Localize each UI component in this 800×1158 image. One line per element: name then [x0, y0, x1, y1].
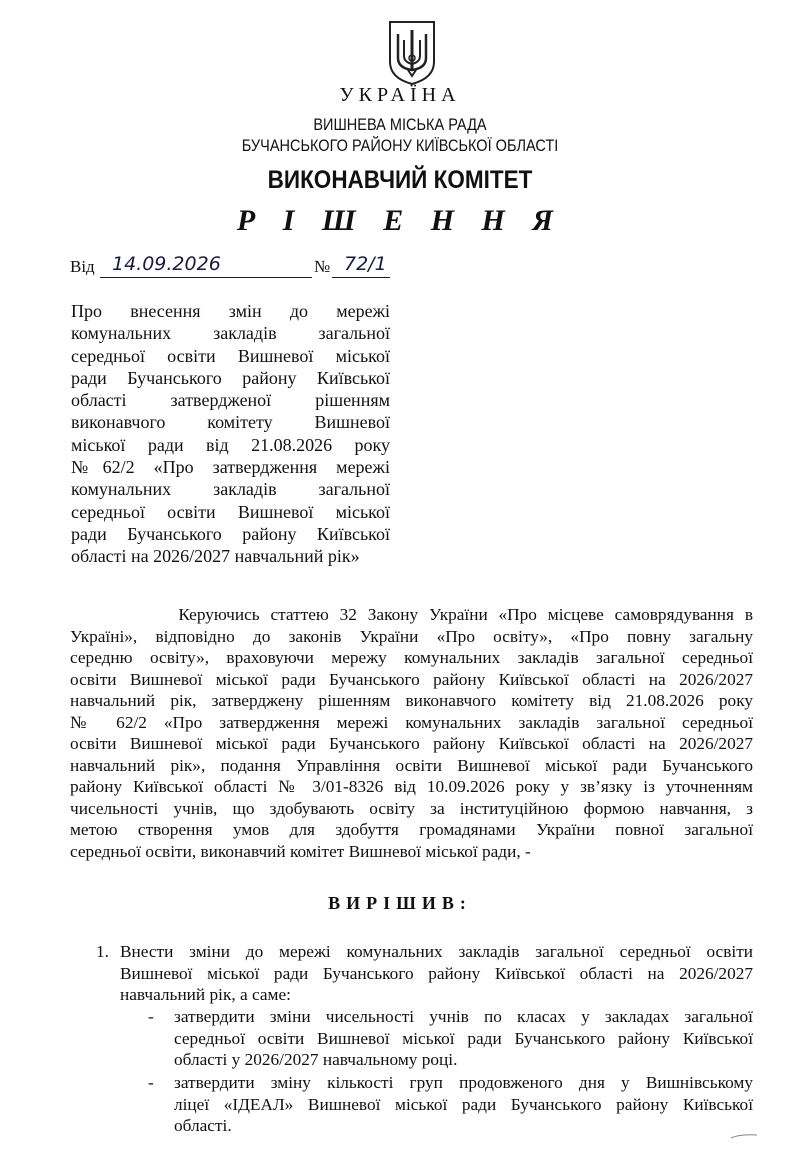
subject-line: №62/2 «Про затвердження мережі: [71, 457, 390, 478]
handwritten-number: 72/1: [344, 253, 387, 275]
council-name-line-1: ВИШНЕВА МІСЬКА РАДА: [313, 116, 487, 134]
trident-coat-of-arms-icon: [384, 18, 440, 86]
date-number-line: [70, 253, 390, 283]
subject-line: комунальних закладів загальної: [71, 479, 390, 500]
number-label: №: [314, 257, 331, 276]
preamble-line: Україні», відповідно до законів України «Про освіту», «Про повну загальну: [70, 626, 753, 646]
subject-line: області на 2026/2027 навчальний рік»: [71, 546, 360, 567]
item-line: навчальний рік, а саме:: [120, 985, 291, 1004]
preamble-line: навчальний рік», подання Управління освіти Вишневої міської ради Бучанського: [70, 755, 753, 775]
bullet-dash: -: [148, 1007, 154, 1026]
bullet-line: ліцеї «ІДЕАЛ» Вишневої міської ради Бучанського району Київської: [174, 1094, 753, 1114]
bullet-line: області.: [174, 1116, 232, 1135]
bullet-dash: -: [148, 1073, 154, 1092]
subject-line: ради Бучанського району Київської: [71, 523, 390, 544]
preamble-line: району Київської області № 3/01-8326 від 10.09.2026 року у зв’язку із уточненням: [70, 777, 753, 796]
subject-line: міської ради від 21.08.2026 року: [71, 434, 390, 455]
item-number: 1.: [96, 942, 109, 961]
preamble-line: освіти Вишневої міської ради Бучанського району Київської області на 2026/2027: [70, 734, 753, 753]
subject-line: середньої освіти Вишневої міської: [71, 501, 390, 522]
preamble-line: Керуючись статтею 32 Закону України «Про місцеве самоврядування в: [70, 605, 753, 624]
preamble-line: навчальний рік, затверджену рішенням виконавчого комітету від 21.08.2026 року: [70, 691, 753, 710]
preamble-line: чисельності учнів, що здобувають освіту за інституційною формою навчання, з: [70, 798, 753, 818]
subject-line: середньої освіти Вишневої міської: [71, 345, 390, 366]
bullet-line: затвердити зміни чисельності учнів по класах у закладах загальної: [174, 1007, 753, 1026]
preamble-paragraph: [70, 604, 753, 862]
council-name-line-2: БУЧАНСЬКОГО РАЙОНУ КИЇВСЬКОЇ ОБЛАСТІ: [241, 137, 559, 155]
item-line: Внести зміни до мережі комунальних закладів загальної середньої освіти: [120, 942, 753, 961]
subject-line: виконавчого комітету Вишневої: [71, 412, 390, 433]
date-underline: [100, 277, 312, 278]
preamble-line: освіти Вишневої міської ради Бучанського району Київської області на 2026/2027: [70, 669, 753, 689]
country-name: УКРАЇНА: [339, 84, 461, 106]
decision-subject: [71, 300, 390, 568]
handwritten-date: 14.09.2026: [112, 253, 221, 275]
bullet-line: середньої освіти Вишневої міської ради Бучанського району Київської: [174, 1028, 753, 1048]
number-underline: [332, 277, 390, 278]
pen-mark: [730, 1132, 758, 1140]
preamble-line: середню освіту», враховуючи мережу комунальних закладів загальної середньої: [70, 648, 753, 667]
item-line: Вишневої міської ради Бучанського району Київської області на 2026/2027: [120, 963, 753, 983]
subject-line: ради Бучанського району Київської: [71, 367, 390, 388]
preamble-line: метою створення умов для здобуття громадянами України повної загальної: [70, 820, 753, 839]
subject-line: області затвердженої рішенням: [71, 390, 390, 411]
decision-title: Р І Ш Е Н Н Я: [236, 204, 564, 237]
subject-line: Про внесення змін до мережі: [71, 301, 390, 321]
preamble-line: середньої освіти, виконавчий комітет Вишневої міської ради, -: [70, 841, 531, 861]
committee-name: ВИКОНАВЧИЙ КОМІТЕТ: [267, 166, 533, 194]
subject-line: комунальних закладів загальної: [71, 323, 390, 344]
resolved-heading: ВИРІШИВ:: [328, 893, 472, 913]
date-label: Від: [70, 257, 95, 276]
preamble-line: № 62/2 «Про затвердження мережі комунальних закладів загальної середньої: [70, 712, 753, 732]
bullet-line: затвердити зміну кількості груп продовженого дня у Вишнівському: [174, 1073, 753, 1092]
bullet-line: області у 2026/2027 навчальному році.: [174, 1050, 458, 1069]
